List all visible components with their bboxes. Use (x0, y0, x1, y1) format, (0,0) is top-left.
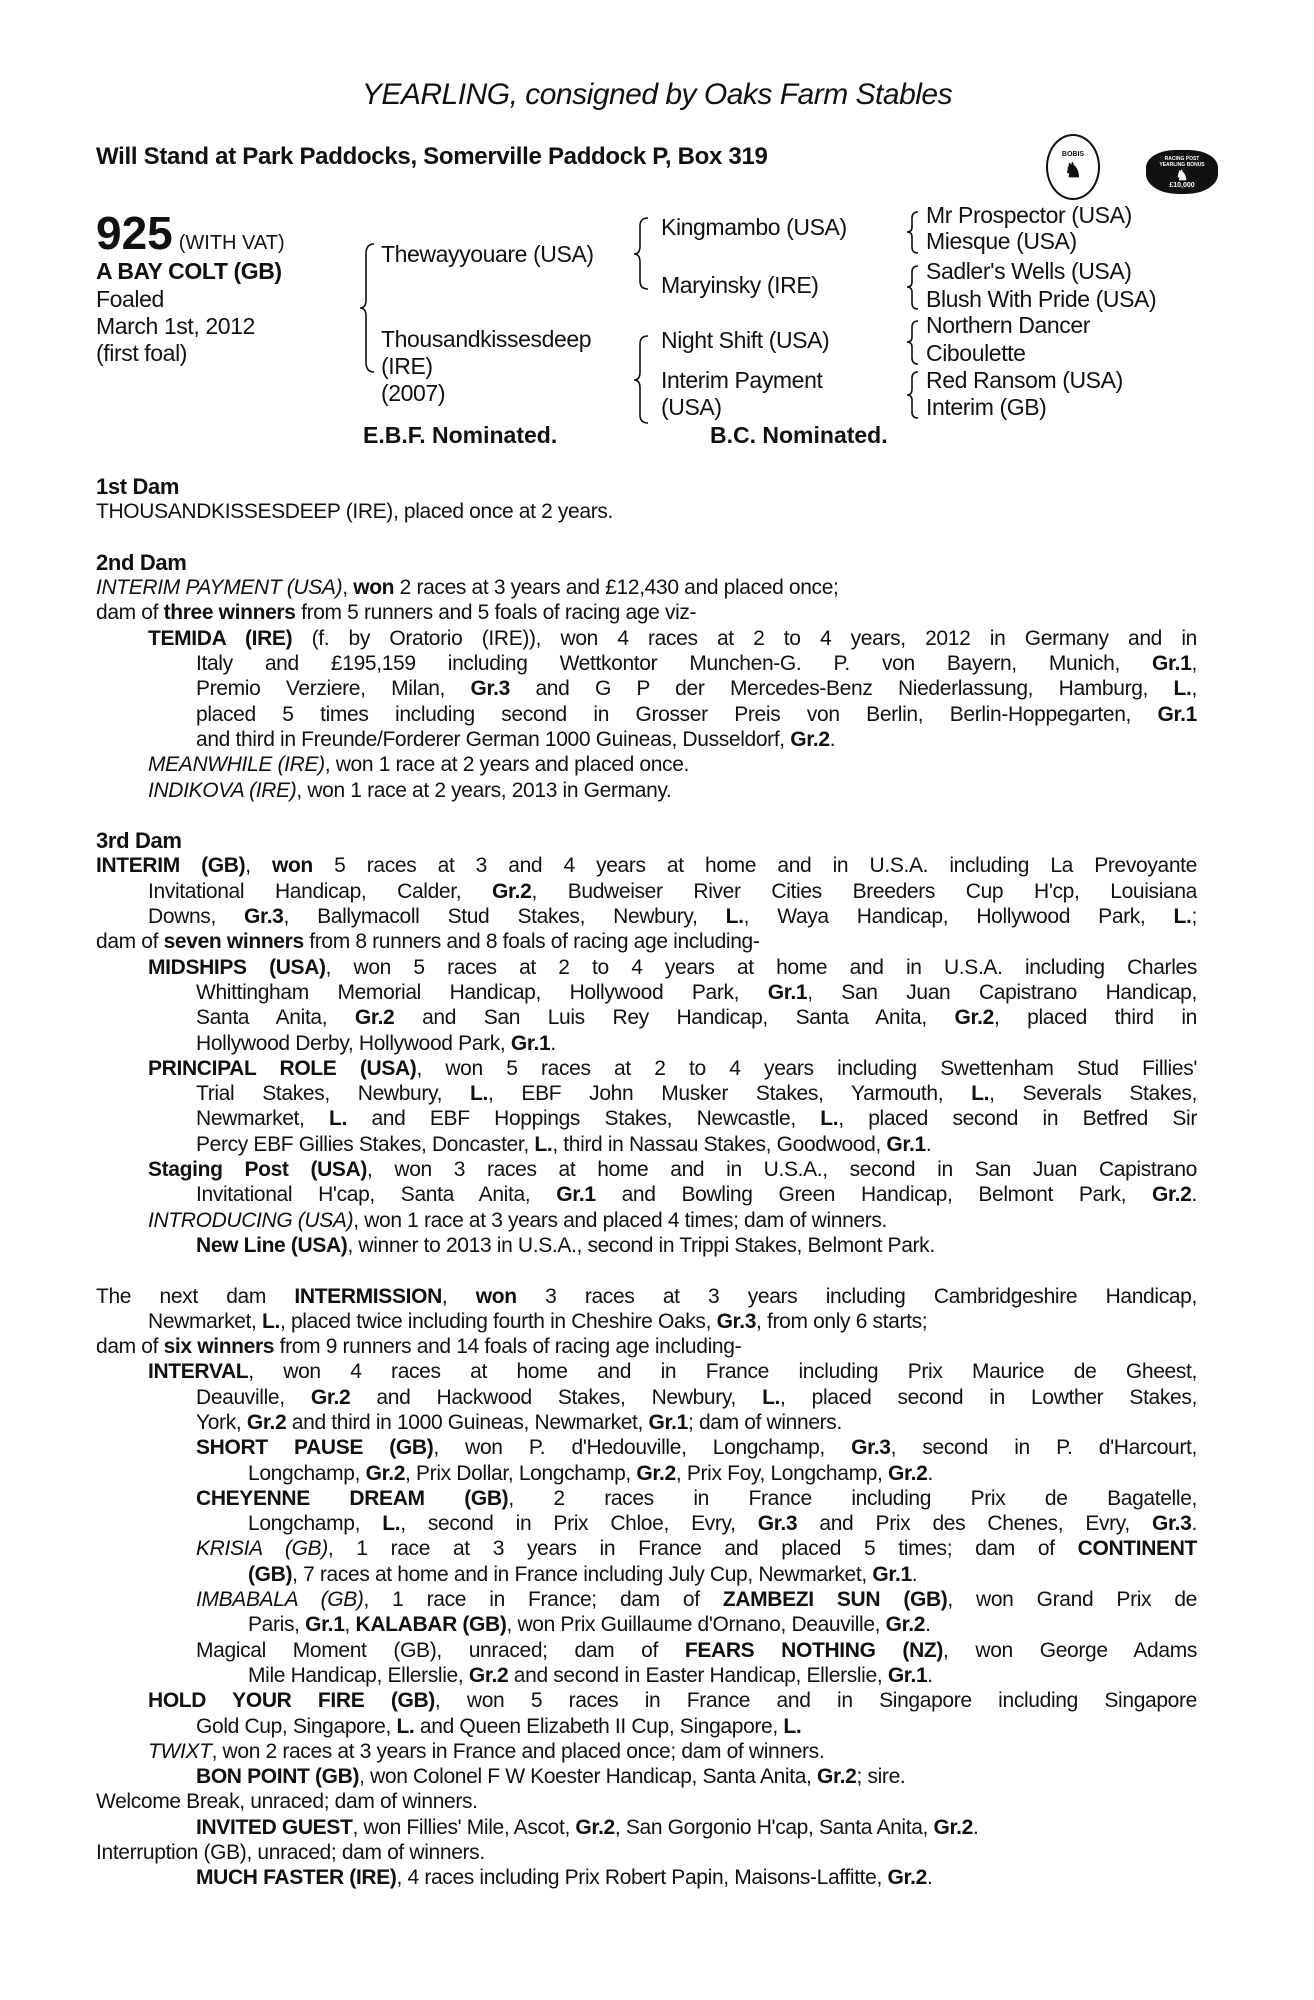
text-run: and San Luis Rey Handicap, Santa Anita, (394, 1006, 955, 1030)
dam-name: Thousandkissesdeep (381, 326, 592, 352)
ggp-8: Interim (GB) (926, 394, 1047, 420)
bold-text: L. (329, 1107, 347, 1131)
text-run: . (925, 1613, 931, 1637)
text-run: . (550, 1031, 556, 1055)
text-line (148, 1157, 1197, 1182)
bold-text: MIDSHIPS (USA) (148, 955, 326, 979)
section-heading: 2nd Dam (96, 549, 187, 575)
text-line (148, 752, 1197, 777)
italic-text: TWIXT (148, 1739, 212, 1763)
text-line (96, 499, 1197, 524)
text-run: , won Fillies' Mile, Ascot, (352, 1815, 576, 1839)
bold-text: Gr.2 (790, 727, 830, 751)
text-run: , 4 races including Prix Robert Papin, Maisons-Laffitte, (396, 1866, 888, 1890)
text-run: ; sire. (856, 1765, 906, 1789)
text-run: . (926, 1866, 933, 1890)
text-line (248, 1461, 1197, 1486)
text-run: , won 1 race at 2 years and placed once. (324, 753, 690, 777)
text-run: , (344, 1613, 356, 1637)
text-line (196, 1865, 1197, 1890)
italic-text: INTRODUCING (USA) (148, 1208, 354, 1232)
text-run: , placed second in Lowther Stakes, (780, 1385, 1197, 1409)
text-run: , placed second in Betfred Sir (838, 1107, 1197, 1131)
bold-text: Gr.1 (648, 1410, 688, 1434)
bold-text: L. (971, 1082, 990, 1106)
bold-text: Gr.1 (1157, 702, 1197, 726)
text-run: dam of (96, 1335, 164, 1359)
text-run: (f. by Oratorio (IRE)), won 4 races at 2 to 4 years, 2012 in Germany and in (292, 626, 1197, 650)
text-line (248, 1612, 1197, 1637)
text-line (196, 1536, 1197, 1561)
bold-text: Gr.2 (887, 1866, 927, 1890)
text-line (196, 1182, 1197, 1207)
text-run: . (925, 1132, 932, 1156)
rp-logo-subtext: YEARLING BONUS (1159, 161, 1205, 168)
bold-text: L. (534, 1132, 553, 1156)
text-line (196, 1031, 1197, 1056)
bold-text: CONTINENT (1077, 1537, 1197, 1561)
lot-description: A BAY COLT (GB) (96, 258, 282, 284)
lot-number: 925 (96, 207, 173, 259)
text-line (196, 1233, 1197, 1258)
bold-text: L. (1173, 905, 1192, 929)
text-run: , second in P. d'Harcourt, (890, 1436, 1197, 1460)
bold-text: Gr.2 (575, 1815, 615, 1839)
text-run: from 9 runners and 14 foals of racing age including- (274, 1335, 742, 1359)
text-run: Deauville, (196, 1385, 311, 1409)
text-run: , won 5 races at 2 to 4 years including Swettenham Stud Fillies' (416, 1056, 1197, 1080)
bold-text: TEMIDA (IRE) (148, 626, 293, 650)
bold-text: Gr.3 (851, 1436, 891, 1460)
text-run: Downs, (148, 905, 245, 929)
bold-text: won (353, 576, 395, 600)
brace-ggp-4 (907, 372, 918, 418)
sire: Thewayyouare (USA) (381, 241, 594, 267)
foaled-label: Foaled (96, 286, 164, 312)
bold-text: Gr.1 (556, 1183, 596, 1207)
bold-text: Gr.3 (470, 677, 510, 701)
text-line (96, 1789, 1197, 1814)
text-run: . (911, 1562, 918, 1586)
bold-text: INTERVAL (148, 1360, 249, 1384)
text-line (196, 1815, 1197, 1840)
rp-logo-amount: £10,000 (1169, 181, 1195, 189)
text-run: Paris, (248, 1613, 306, 1637)
text-line (96, 575, 1197, 600)
text-run: Longchamp, (248, 1512, 383, 1536)
bold-text: seven winners (163, 930, 304, 954)
text-run: ; (1191, 905, 1197, 929)
text-run: Invitational Handicap, Calder, (148, 879, 493, 903)
text-line (96, 1334, 1197, 1359)
brace-sire (634, 218, 648, 289)
text-run: , won 1 race at 2 years, 2013 in Germany. (296, 778, 672, 802)
ggp-4: Blush With Pride (USA) (926, 286, 1157, 312)
rp-logo-text: RACING POST (1164, 155, 1200, 162)
text-run: Santa Anita, (196, 1006, 355, 1030)
text-line (148, 1056, 1197, 1081)
bold-text: Gr.2 (354, 1006, 395, 1030)
text-line (196, 1714, 1197, 1739)
text-run: , Severals Stakes, (989, 1082, 1197, 1106)
text-line (196, 1486, 1197, 1511)
text-run: , San Juan Capistrano Handicap, (807, 980, 1197, 1004)
text-run: . (1191, 1512, 1197, 1536)
bold-text: Gr.2 (817, 1765, 857, 1789)
sire-sire: Kingmambo (USA) (661, 214, 847, 240)
text-run: 3 races at 3 years including Cambridgeshire Handicap, (516, 1284, 1197, 1308)
text-run: , Budweiser River Cities Breeders Cup H'cp, Louisiana (531, 879, 1197, 903)
section-heading: 3rd Dam (96, 828, 182, 854)
text-run: , 2 races in France including Prix de Bagatelle, (508, 1486, 1198, 1510)
text-run: Trial Stakes, Newbury, (196, 1082, 471, 1106)
text-run: and third in Freunde/Forderer German 1000 Guineas, Dusseldorf, (196, 727, 791, 751)
bold-text: INTERMISSION (294, 1284, 442, 1308)
bc-nominated: B.C. Nominated. (710, 422, 888, 448)
text-run: , won 5 races in France and in Singapore including Singapore (434, 1689, 1197, 1713)
text-run: Longchamp, (248, 1461, 366, 1485)
page-title: YEARLING, consigned by Oaks Farm Stables (361, 78, 953, 111)
bold-text: L. (262, 1309, 280, 1333)
text-line (148, 626, 1197, 651)
text-line (96, 1840, 1197, 1865)
bold-text: Gr.2 (885, 1613, 926, 1637)
text-run: Hollywood Derby, Hollywood Park, (196, 1031, 511, 1055)
text-run: 5 races at 3 and 4 years at home and in U.S.A. including La Prevoyante (312, 854, 1197, 878)
text-run: and third in 1000 Guineas, Newmarket, (286, 1410, 649, 1434)
bold-text: L. (396, 1714, 415, 1738)
bold-text: L. (762, 1385, 781, 1409)
bold-text: Gr.2 (888, 1461, 928, 1485)
text-run: Premio Verziere, Milan, (196, 677, 471, 701)
bold-text: Gr.1 (305, 1613, 345, 1637)
text-run: dam of (96, 601, 164, 625)
dam-country: (IRE) (381, 353, 433, 379)
text-run: , third in Nassau Stakes, Goodwood, (552, 1132, 887, 1156)
text-line (196, 1435, 1197, 1460)
bold-text: L. (1173, 677, 1192, 701)
text-line (196, 1587, 1197, 1612)
text-run: , won P. d'Hedouville, Longchamp, (433, 1436, 852, 1460)
bold-text: Gr.1 (510, 1031, 551, 1055)
text-run: Italy and £195,159 including Wettkontor Munchen-G. P. von Bayern, Munich, (196, 652, 1153, 676)
bold-text: won (271, 854, 313, 878)
text-line (148, 879, 1197, 904)
ggp-5: Northern Dancer (926, 312, 1091, 338)
bold-text: BON POINT (GB) (196, 1765, 360, 1789)
text-run: , (245, 854, 272, 878)
text-run: , won George Adams (943, 1638, 1197, 1662)
text-line (196, 676, 1197, 701)
text-run: from 8 runners and 8 foals of racing age including- (303, 930, 760, 954)
text-line (148, 904, 1197, 929)
bold-text: three winners (163, 601, 296, 625)
text-run: , placed twice including fourth in Cheshire Oaks, (279, 1309, 717, 1333)
bold-text: SHORT PAUSE (GB) (196, 1436, 434, 1460)
text-run: and Bowling Green Handicap, Belmont Park, (595, 1183, 1153, 1207)
blank-line (96, 1258, 1197, 1283)
text-run: and Hackwood Stakes, Newbury, (350, 1385, 763, 1409)
text-run: Magical Moment (GB), unraced; dam of (196, 1638, 685, 1662)
text-run: Whittingham Memorial Handicap, Hollywood Park, (196, 980, 768, 1004)
foaled-date: March 1st, 2012 (96, 313, 255, 339)
dam-dam-country: (USA) (661, 394, 722, 420)
text-line (196, 1005, 1197, 1030)
bold-text: L. (820, 1107, 839, 1131)
stand-location: Will Stand at Park Paddocks, Somerville Paddock P, Box 319 (96, 143, 768, 170)
text-run: , (441, 1284, 476, 1308)
italic-text: IMBABALA (GB) (196, 1588, 364, 1612)
text-run: , won 2 races at 3 years in France and placed once; dam of winners. (211, 1739, 825, 1763)
brace-ggp-2 (907, 266, 918, 309)
sire-dam: Maryinsky (IRE) (661, 272, 819, 298)
brace-ggp-1 (907, 212, 918, 253)
text-run: and G P der Mercedes-Benz Niederlassung, Hamburg, (509, 677, 1174, 701)
text-line (148, 1359, 1197, 1384)
brace-main (360, 244, 374, 372)
bold-text: L. (783, 1714, 802, 1738)
text-run: and Queen Elizabeth II Cup, Singapore, (414, 1714, 784, 1738)
text-line (148, 1309, 1197, 1334)
text-run: , (1191, 677, 1197, 701)
text-run: , won Colonel F W Koester Handicap, Santa Anita, (359, 1765, 818, 1789)
text-run: , won 1 race at 3 years and placed 4 times; dam of winners. (353, 1208, 888, 1232)
bold-text: Gr.2 (468, 1663, 509, 1687)
italic-text: MEANWHILE (IRE) (148, 753, 325, 777)
text-run: , won Prix Guillaume d'Ornano, Deauville, (506, 1613, 886, 1637)
text-run: , 7 races at home and in France including July Cup, Newmarket, (292, 1562, 873, 1586)
text-run: , from only 6 starts; (756, 1309, 928, 1333)
text-run: . (973, 1815, 979, 1839)
text-run: , Prix Dollar, Longchamp, (405, 1461, 637, 1485)
text-line (196, 651, 1197, 676)
dam-sire: Night Shift (USA) (661, 327, 830, 353)
bold-text: INVITED GUEST (196, 1815, 353, 1839)
text-run: Newmarket, (196, 1107, 329, 1131)
bold-text: L. (382, 1512, 401, 1536)
text-line (196, 1106, 1197, 1131)
section-heading: 1st Dam (96, 474, 180, 499)
ebf-nominated: E.B.F. Nominated. (363, 422, 558, 448)
brace-ggp-3 (907, 321, 918, 364)
text-run: ; dam of winners. (687, 1410, 842, 1434)
bold-text: (GB) (248, 1562, 293, 1586)
text-line (148, 1739, 1197, 1764)
bold-text: Gr.3 (757, 1512, 798, 1536)
bold-text: CHEYENNE DREAM (GB) (196, 1486, 509, 1510)
bold-text: Gr.3 (716, 1309, 757, 1333)
bold-text: Gr.3 (1152, 1512, 1192, 1536)
text-run: Gold Cup, Singapore, (196, 1714, 397, 1738)
text-line (196, 1385, 1197, 1410)
text-line (196, 1132, 1197, 1157)
text-run: , Prix Foy, Longchamp, (675, 1461, 889, 1485)
bold-text: Gr.2 (1152, 1183, 1192, 1207)
text-line (196, 1764, 1197, 1789)
text-run: York, (196, 1410, 247, 1434)
text-line (96, 600, 1197, 625)
catalogue-body (96, 474, 1197, 1891)
bold-text: Gr.1 (886, 1132, 926, 1156)
bold-text: MUCH FASTER (IRE) (196, 1866, 397, 1890)
text-run: placed 5 times including second in Grosser Preis von Berlin, Berlin-Hoppegarten, (196, 702, 1158, 726)
text-run: The next dam (96, 1284, 295, 1308)
text-run: . (927, 1461, 933, 1485)
text-run: Mile Handicap, Ellerslie, (248, 1663, 469, 1687)
bold-text: Gr.1 (872, 1562, 912, 1586)
text-line (196, 1638, 1197, 1663)
text-run: , won Grand Prix de (947, 1588, 1197, 1612)
text-line (148, 1208, 1197, 1233)
italic-text: KRISIA (GB) (196, 1537, 328, 1561)
bobis-logo-text: BOBIS (1061, 151, 1085, 158)
horse-icon: ♞ (1175, 166, 1189, 183)
text-line (196, 727, 1197, 752)
bold-text: INTERIM (GB) (96, 854, 246, 878)
bold-text: HOLD YOUR FIRE (GB) (148, 1689, 435, 1713)
ggp-2: Miesque (USA) (926, 228, 1077, 254)
text-line (96, 1284, 1197, 1309)
text-run: Welcome Break, unraced; dam of winners. (96, 1790, 478, 1814)
text-run: , winner to 2013 in U.S.A., second in Trippi Stakes, Belmont Park. (347, 1233, 935, 1257)
bold-text: Gr.2 (636, 1461, 676, 1485)
dam-year: (2007) (381, 380, 446, 406)
italic-text: INTERIM PAYMENT (USA) (96, 576, 343, 600)
bold-text: ZAMBEZI SUN (GB) (722, 1588, 948, 1612)
blank-line (96, 803, 1197, 828)
italic-text: INDIKOVA (IRE) (148, 778, 297, 802)
text-line (196, 980, 1197, 1005)
ggp-3: Sadler's Wells (USA) (926, 258, 1132, 284)
bold-text: Staging Post (USA) (148, 1158, 368, 1182)
bold-text: six winners (163, 1335, 275, 1359)
text-run: and EBF Hoppings Stakes, Newcastle, (346, 1107, 821, 1131)
text-line (248, 1663, 1197, 1688)
text-run: from 5 runners and 5 foals of racing age viz- (295, 601, 697, 625)
text-run: , second in Prix Chloe, Evry, (400, 1512, 758, 1536)
text-line (148, 955, 1197, 980)
horse-icon: ♞ (1064, 160, 1082, 182)
text-run: , won 5 races at 2 to 4 years at home and in U.S.A. including Charles (325, 955, 1197, 979)
bold-text: KALABAR (GB) (355, 1613, 507, 1637)
bold-text: Gr.2 (365, 1461, 406, 1485)
text-line (196, 1081, 1197, 1106)
text-run: , (342, 576, 354, 600)
text-run: , placed third in (993, 1006, 1197, 1030)
bold-text: New Line (USA) (196, 1233, 348, 1257)
bold-text: Gr.1 (767, 980, 808, 1004)
text-run: . (1191, 1183, 1197, 1207)
text-line (196, 1410, 1197, 1435)
bold-text: Gr.2 (492, 879, 532, 903)
text-run: , San Gorgonio H'cap, Santa Anita, (614, 1815, 934, 1839)
text-run: Invitational H'cap, Santa Anita, (196, 1183, 557, 1207)
bold-text: Gr.2 (310, 1385, 351, 1409)
bold-text: Gr.1 (1152, 652, 1192, 676)
text-run: Interruption (GB), unraced; dam of winners. (96, 1841, 485, 1865)
bold-text: Gr.3 (244, 905, 284, 929)
bold-text: won (475, 1284, 517, 1308)
ggp-6: Ciboulette (926, 340, 1026, 366)
text-line (148, 1688, 1197, 1713)
text-line (96, 929, 1197, 954)
text-line (248, 1562, 1197, 1587)
text-run: THOUSANDKISSESDEEP (IRE), placed once at 2 years. (96, 500, 613, 524)
text-line (196, 702, 1197, 727)
blank-line (96, 525, 1197, 550)
text-line (96, 853, 1197, 878)
text-line (248, 1511, 1197, 1536)
text-run: . (927, 1663, 933, 1687)
ggp-1: Mr Prospector (USA) (926, 202, 1132, 228)
bold-text: L. (725, 905, 744, 929)
brace-dam (634, 336, 648, 423)
text-run: dam of (96, 930, 164, 954)
bold-text: Gr.2 (933, 1815, 973, 1839)
bold-text: PRINCIPAL ROLE (USA) (148, 1056, 417, 1080)
text-run: , won 3 races at home and in U.S.A., second in San Juan Capistrano (367, 1158, 1197, 1182)
foal-note: (first foal) (96, 340, 188, 366)
text-run: and Prix des Chenes, Evry, (797, 1512, 1153, 1536)
bold-text: Gr.2 (954, 1006, 994, 1030)
bold-text: Gr.2 (246, 1410, 287, 1434)
text-run: 2 races at 3 years and £12,430 and placed once; (394, 576, 839, 600)
bold-text: FEARS NOTHING (NZ) (684, 1638, 944, 1662)
dam-dam-name: Interim Payment (661, 367, 823, 393)
text-run: , (1191, 652, 1197, 676)
bold-text: L. (470, 1082, 489, 1106)
text-run: , Waya Handicap, Hollywood Park, (743, 905, 1174, 929)
ggp-7: Red Ransom (USA) (926, 367, 1123, 393)
text-run: , 1 race at 3 years in France and placed 5 times; dam of (327, 1537, 1078, 1561)
text-run: , Ballymacoll Stud Stakes, Newbury, (283, 905, 726, 929)
text-line (148, 778, 1197, 803)
text-run: . (829, 727, 836, 751)
text-run: Newmarket, (148, 1309, 263, 1333)
text-run: Percy EBF Gillies Stakes, Doncaster, (196, 1132, 535, 1156)
bold-text: Gr.1 (887, 1663, 928, 1687)
text-run: , 1 race in France; dam of (363, 1588, 723, 1612)
text-run: and second in Easter Handicap, Ellerslie, (508, 1663, 888, 1687)
text-run: , EBF John Musker Stakes, Yarmouth, (488, 1082, 972, 1106)
vat-note: (WITH VAT) (178, 232, 285, 254)
text-run: , won 4 races at home and in France including Prix Maurice de Gheest, (248, 1360, 1197, 1384)
